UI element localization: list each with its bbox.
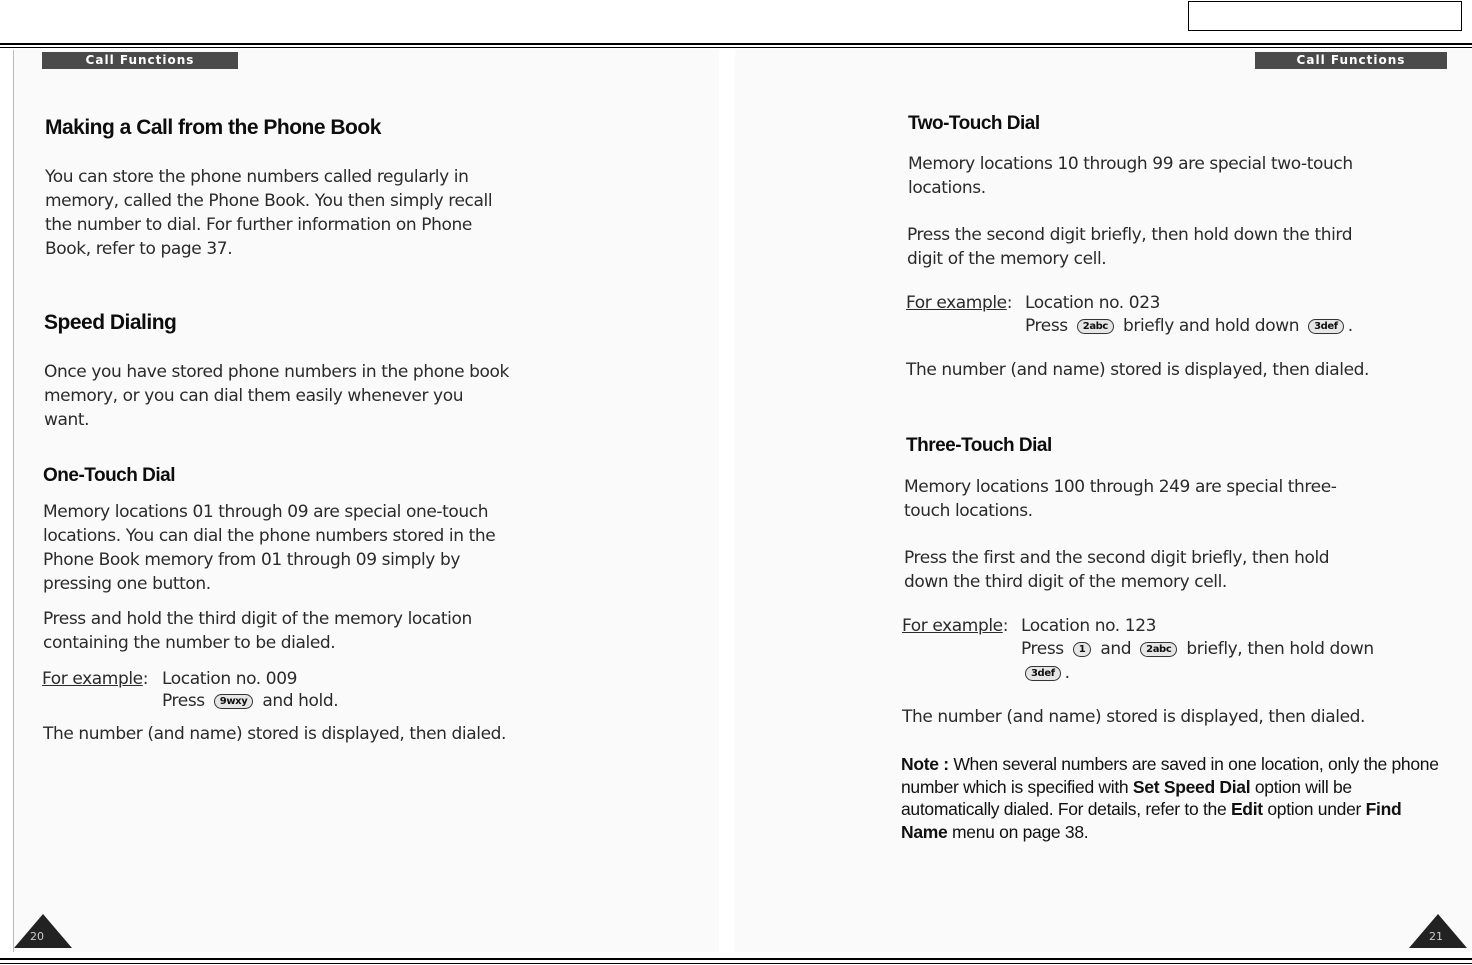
page-number-right: 21 (1429, 930, 1443, 943)
speed-dialing-line: memory, or you can dial them easily whenever you (44, 386, 464, 406)
three-touch-result: The number (and name) stored is displayed, then dialed. (902, 707, 1366, 727)
note-paragraph: Note : When several numbers are saved in one location, only the phone number which is specified with Set Speed Dial option will be automatically dialed. For details, refer to the Edit option under Find Name menu on page 38. (901, 754, 1439, 842)
section-tab-left: Call Functions (42, 52, 238, 69)
left-page (13, 50, 719, 952)
key-1-icon: 1 (1073, 642, 1092, 657)
one-touch-line: Phone Book memory from 01 through 09 simply by (43, 550, 461, 570)
one-touch-line: containing the number to be dialed. (43, 633, 336, 653)
key-3-icon: 3def (1308, 319, 1344, 334)
two-touch-line: Memory locations 10 through 99 are special two-touch (908, 154, 1353, 174)
one-touch-title: One-Touch Dial (43, 465, 175, 486)
top-rule-thin (0, 47, 1472, 48)
bottom-rule-thin (0, 963, 1472, 964)
page-number-left: 20 (30, 930, 44, 943)
two-touch-line: digit of the memory cell. (907, 249, 1107, 269)
three-touch-example-press: Press 1 and 2abc briefly, then hold down (1021, 639, 1374, 659)
one-touch-line: Memory locations 01 through 09 are special one-touch (43, 502, 489, 522)
key-3-icon: 3def (1025, 666, 1061, 681)
three-touch-line: Memory locations 100 through 249 are special three- (904, 477, 1337, 497)
making-call-line: the number to dial. For further information on Phone (45, 215, 472, 235)
three-touch-title: Three-Touch Dial (906, 435, 1052, 456)
one-touch-result: The number (and name) stored is displayed, then dialed. (43, 724, 507, 744)
section-tab-right: Call Functions (1255, 52, 1447, 69)
one-touch-example-location: Location no. 009 (162, 669, 298, 689)
two-touch-line: locations. (908, 178, 986, 198)
one-touch-line: Press and hold the third digit of the memory location (43, 609, 472, 629)
three-touch-example-key: 3def . (1021, 662, 1070, 686)
one-touch-line: locations. You can dial the phone numbers stored in the (43, 526, 496, 546)
key-9-icon: 9wxy (214, 694, 254, 709)
one-touch-example-label: For example: (42, 669, 149, 689)
key-2-icon: 2abc (1140, 642, 1177, 657)
key-2-icon: 2abc (1077, 319, 1114, 334)
two-touch-example-label: For example: (906, 293, 1013, 313)
speed-dialing-title: Speed Dialing (44, 311, 177, 334)
speed-dialing-line: want. (44, 410, 90, 430)
two-touch-title: Two-Touch Dial (908, 113, 1040, 134)
right-page (735, 50, 1472, 952)
two-touch-result: The number (and name) stored is displayed, then dialed. (906, 360, 1370, 380)
three-touch-line: touch locations. (904, 501, 1033, 521)
three-touch-example-location: Location no. 123 (1021, 616, 1157, 636)
one-touch-line: pressing one button. (43, 574, 211, 594)
header-box (1188, 1, 1462, 31)
three-touch-line: Press the first and the second digit briefly, then hold (904, 548, 1330, 568)
making-call-line: Book, refer to page 37. (45, 239, 233, 259)
two-touch-line: Press the second digit briefly, then hold down the third (907, 225, 1353, 245)
top-rule (0, 43, 1472, 45)
two-touch-example-press: Press 2abc briefly and hold down 3def . (1025, 316, 1353, 336)
two-touch-example-location: Location no. 023 (1025, 293, 1161, 313)
three-touch-line: down the third digit of the memory cell. (904, 572, 1227, 592)
bottom-rule (0, 958, 1472, 960)
making-call-line: memory, called the Phone Book. You then simply recall (45, 191, 493, 211)
making-call-line: You can store the phone numbers called regularly in (45, 167, 469, 187)
making-call-title: Making a Call from the Phone Book (45, 116, 381, 139)
three-touch-example-label: For example: (902, 616, 1009, 636)
one-touch-example-press: Press 9wxy and hold. (162, 691, 339, 711)
speed-dialing-line: Once you have stored phone numbers in the phone book (44, 362, 509, 382)
